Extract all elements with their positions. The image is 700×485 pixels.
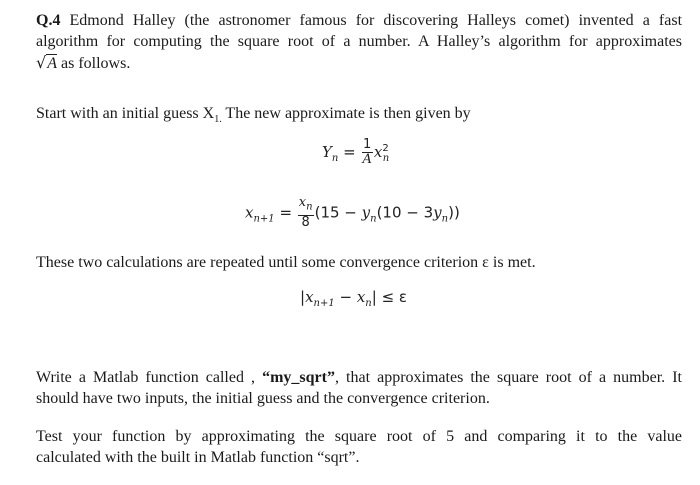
intro-line-3: √A as follows. bbox=[36, 53, 131, 72]
test-line-2: calculated with the built in Matlab function “sqrt”. bbox=[36, 449, 360, 466]
fraction-one-over-a: $\frac{1}{A}$ bbox=[362, 137, 372, 167]
repeat-paragraph: These two calculations are repeated until some convergence criterion ε is met. bbox=[36, 254, 536, 271]
equation-convergence: $|x_{n+1} - x_n| \le \varepsilon$ bbox=[300, 288, 408, 309]
start-paragraph: Start with an initial guess $X_{1.}$ The new approximate is then given by bbox=[36, 105, 471, 126]
question-intro bbox=[36, 10, 682, 74]
sqrt-radicand: A bbox=[47, 55, 57, 72]
intro-line-1: Q.4 Edmond Halley (the astronomer famous for discovering Halleys comet) invented a fast bbox=[36, 12, 683, 29]
task-paragraph bbox=[36, 367, 682, 409]
test-paragraph bbox=[36, 426, 682, 468]
equation-x-next: $x_{n+1}$ = $\frac{x_n}{8}$ $(15 - y_n(10 - 3y_n))$ bbox=[245, 195, 460, 230]
sqrt-symbol: √ bbox=[36, 53, 47, 72]
task-line-1: Write a Matlab function called , “my_sqrt”, that approximates the square root of a number. It bbox=[36, 369, 682, 386]
task-line-2: should have two inputs, the initial guess and the convergence criterion. bbox=[36, 390, 490, 407]
fraction-xn-over-8: $\frac{x_n}{8}$ bbox=[298, 195, 313, 230]
equation-y-n: $Y_n$ = $\frac{1}{A}$ $x^2_n$ bbox=[322, 137, 390, 167]
intro-line-2: algorithm for computing the square root of a number. A Halley’s algorithm for approximates bbox=[36, 33, 682, 50]
question-number: Q.4 bbox=[36, 12, 61, 29]
test-line-1: Test your function by approximating the square root of 5 and comparing it to the value bbox=[36, 428, 682, 445]
function-name: “my_sqrt” bbox=[262, 369, 335, 386]
